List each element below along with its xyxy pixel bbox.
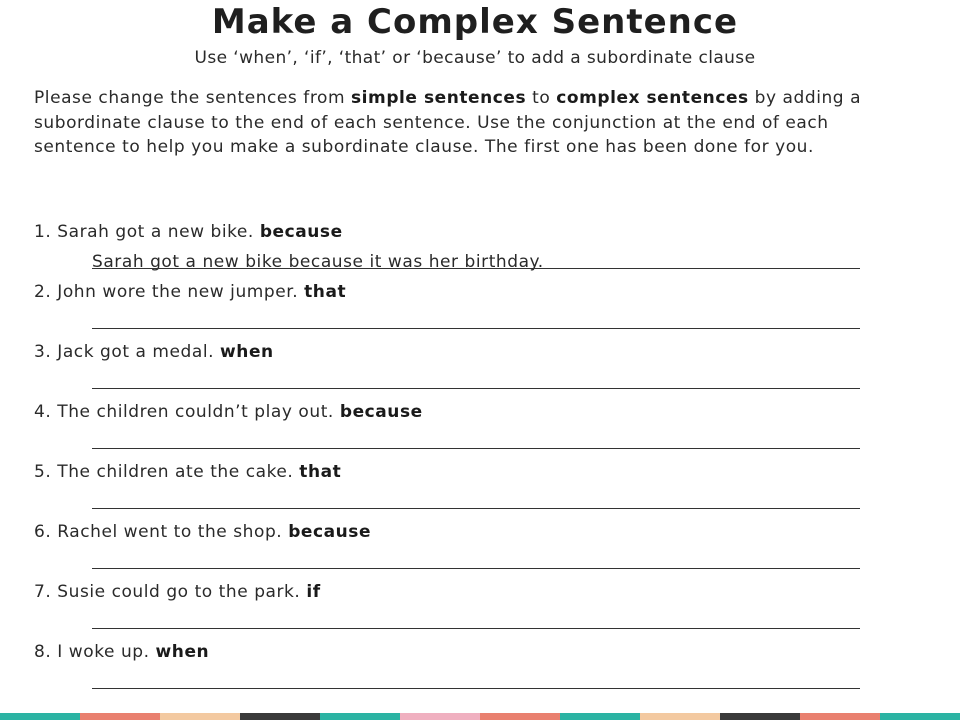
border-segment xyxy=(640,713,720,720)
answer-line-8[interactable] xyxy=(92,688,860,689)
question-text: 1. Sarah got a new bike. xyxy=(34,222,260,242)
border-segment xyxy=(160,713,240,720)
question-5 xyxy=(34,462,341,482)
instructions-paragraph xyxy=(34,86,914,160)
answer-example: Sarah got a new bike because it was her birthday. xyxy=(92,252,544,272)
answer-line-5[interactable] xyxy=(92,508,860,509)
border-segment xyxy=(560,713,640,720)
answer-line-1[interactable] xyxy=(92,268,860,269)
question-conjunction: if xyxy=(306,582,321,602)
border-segment xyxy=(240,713,320,720)
question-text: 8. I woke up. xyxy=(34,642,156,662)
question-conjunction: that xyxy=(304,282,347,302)
border-segment xyxy=(880,713,960,720)
question-4 xyxy=(34,402,423,422)
question-conjunction: that xyxy=(299,462,342,482)
question-8 xyxy=(34,642,209,662)
answer-line-6[interactable] xyxy=(92,568,860,569)
question-conjunction: because xyxy=(339,402,423,422)
question-3 xyxy=(34,342,274,362)
instructions-text: Please change the sentences from xyxy=(34,88,352,108)
border-segment xyxy=(480,713,560,720)
worksheet-subtitle: Use ‘when’, ‘if’, ‘that’ or ‘because’ to add a subordinate clause xyxy=(194,48,756,68)
question-6 xyxy=(34,522,371,542)
question-text: 3. Jack got a medal. xyxy=(34,342,221,362)
question-conjunction: when xyxy=(220,342,274,362)
worksheet-title: Make a Complex Sentence xyxy=(211,2,739,42)
question-conjunction: when xyxy=(155,642,210,662)
question-7 xyxy=(34,582,321,602)
border-segment xyxy=(400,713,480,720)
border-segment xyxy=(0,713,80,720)
answer-line-4[interactable] xyxy=(92,448,860,449)
instructions-text: to xyxy=(526,88,557,108)
question-1 xyxy=(34,222,343,242)
border-segment xyxy=(320,713,400,720)
question-text: 2. John wore the new jumper. xyxy=(34,282,305,302)
question-conjunction: because xyxy=(259,222,343,242)
question-text: 6. Rachel went to the shop. xyxy=(34,522,289,542)
instructions-bold-simple: simple sentences xyxy=(351,88,527,108)
instructions-text: by adding a subordinate clause to the end of each sentence. Use the conjunction at the end of each sentence to help you make a subordinate clause. The first one has been done for you. xyxy=(34,88,862,157)
question-text: 7. Susie could go to the park. xyxy=(34,582,307,602)
border-segment xyxy=(80,713,160,720)
question-2 xyxy=(34,282,346,302)
question-text: 5. The children ate the cake. xyxy=(34,462,300,482)
decorative-border xyxy=(0,713,960,720)
answer-line-2[interactable] xyxy=(92,328,860,329)
answer-line-3[interactable] xyxy=(92,388,860,389)
border-segment xyxy=(800,713,880,720)
instructions-bold-complex: complex sentences xyxy=(556,88,749,108)
border-segment xyxy=(720,713,800,720)
answer-line-7[interactable] xyxy=(92,628,860,629)
question-text: 4. The children couldn’t play out. xyxy=(34,402,340,422)
question-conjunction: because xyxy=(288,522,372,542)
